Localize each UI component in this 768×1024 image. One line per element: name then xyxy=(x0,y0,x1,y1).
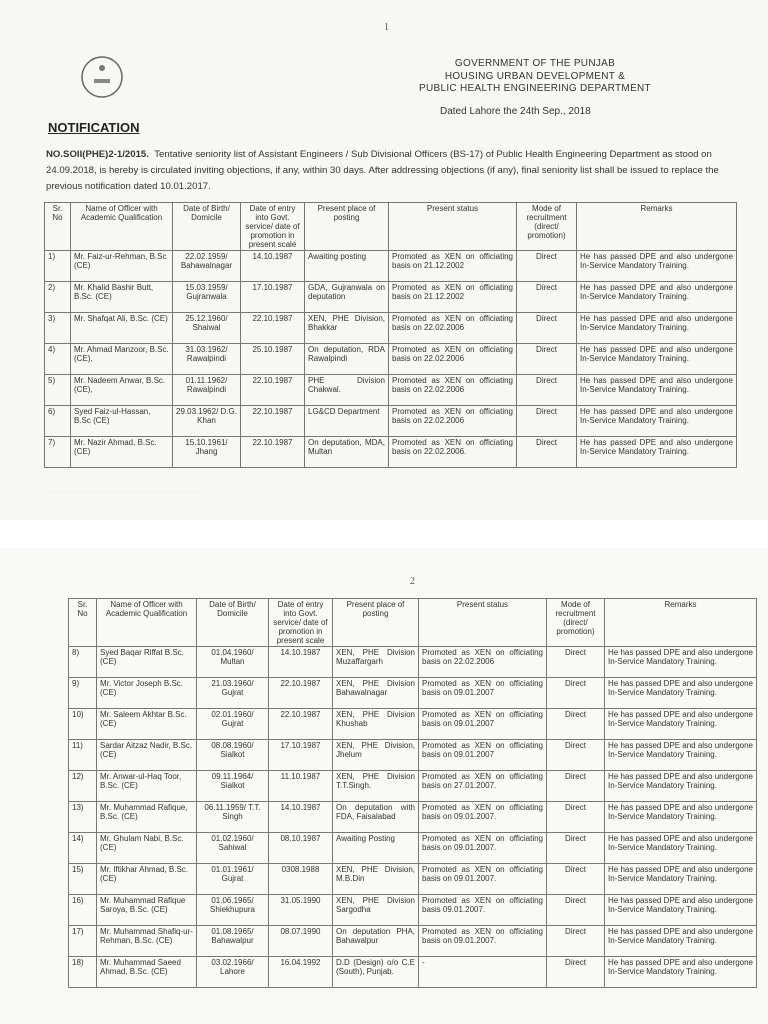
recruitment-mode-cell: Direct xyxy=(517,282,577,313)
table-row xyxy=(45,251,737,282)
page-gap xyxy=(0,520,768,548)
dob-domicile-cell: 15.03.1959/ Gujranwala xyxy=(173,282,241,313)
serial-number-cell: 11) xyxy=(69,740,97,771)
remarks-cell: He has passed DPE and also undergone In-Service Mandatory Training. xyxy=(605,833,757,864)
status-cell: Promoted as XEN on officiating basis on 22.02.2006 xyxy=(389,313,517,344)
remarks-cell: He has passed DPE and also undergone In-Service Mandatory Training. xyxy=(577,344,737,375)
serial-number-cell: 3) xyxy=(45,313,71,344)
table-header-row xyxy=(69,599,757,647)
table-row xyxy=(69,895,757,926)
officer-name-cell: Mr. Shafqat Ali, B.Sc. (CE) xyxy=(71,313,173,344)
entry-date-cell: 22.10.1987 xyxy=(241,313,305,344)
serial-number-cell: 17) xyxy=(69,926,97,957)
table-row xyxy=(69,709,757,740)
status-cell: Promoted as XEN on officiating basis on 09.01.2007 xyxy=(419,740,547,771)
remarks-cell: He has passed DPE and also undergone In-Service Mandatory Training. xyxy=(605,771,757,802)
entry-date-cell: 22.10.1987 xyxy=(269,709,333,740)
dob-domicile-cell: 06.11.1959/ T.T. Singh xyxy=(197,802,269,833)
status-cell: Promoted as XEN on officiating basis on 09.01.2007. xyxy=(419,802,547,833)
column-header: Present status xyxy=(419,599,547,647)
recruitment-mode-cell: Direct xyxy=(547,864,605,895)
remarks-cell: He has passed DPE and also undergone In-Service Mandatory Training. xyxy=(605,802,757,833)
officer-name-cell: Mr. Khalid Bashir Butt, B.Sc. (CE) xyxy=(71,282,173,313)
remarks-cell: He has passed DPE and also undergone In-Service Mandatory Training. xyxy=(577,282,737,313)
table-row xyxy=(69,833,757,864)
posting-cell: On deputation, RDA Rawalpindi xyxy=(305,344,389,375)
table-row xyxy=(45,375,737,406)
remarks-cell: He has passed DPE and also undergone In-Service Mandatory Training. xyxy=(605,864,757,895)
status-cell: Promoted as XEN on officiating basis on 09.01.2007 xyxy=(419,709,547,740)
status-cell: Promoted as XEN on officiating basis on 21.12.2002 xyxy=(389,282,517,313)
dob-domicile-cell: 21.03.1960/ Gujrat xyxy=(197,678,269,709)
posting-cell: GDA, Gujranwala on deputation xyxy=(305,282,389,313)
table-row xyxy=(69,678,757,709)
remarks-cell: He has passed DPE and also undergone In-Service Mandatory Training. xyxy=(605,740,757,771)
recruitment-mode-cell: Direct xyxy=(547,895,605,926)
dob-domicile-cell: 01.06.1965/ Shiekhupura xyxy=(197,895,269,926)
officer-name-cell: Mr. Nazir Ahmad, B.Sc. (CE) xyxy=(71,437,173,468)
recruitment-mode-cell: Direct xyxy=(517,437,577,468)
recruitment-mode-cell: Direct xyxy=(547,957,605,988)
entry-date-cell: 08.10.1987 xyxy=(269,833,333,864)
posting-cell: Awaiting posting xyxy=(305,251,389,282)
table-row xyxy=(69,864,757,895)
dob-domicile-cell: 09.11.1964/ Sialkot xyxy=(197,771,269,802)
reference-number: NO.SOII(PHE)2-1/2015. xyxy=(46,149,149,160)
dob-domicile-cell: 08.08.1960/ Sialkot xyxy=(197,740,269,771)
officer-name-cell: Mr. Nadeem Anwar, B.Sc. (CE), xyxy=(71,375,173,406)
serial-number-cell: 8) xyxy=(69,647,97,678)
column-header: Sr. No xyxy=(45,203,71,251)
entry-date-cell: 11.10.1987 xyxy=(269,771,333,802)
officer-name-cell: Mr. Saleem Akhtar B.Sc. (CE) xyxy=(97,709,197,740)
remarks-cell: He has passed DPE and also undergone In-Service Mandatory Training. xyxy=(577,437,737,468)
entry-date-cell: 17.10.1987 xyxy=(269,740,333,771)
status-cell: Promoted as XEN on officiating basis on 22.02.2006 xyxy=(389,375,517,406)
dob-domicile-cell: 22.02.1959/ Bahawalnagar xyxy=(173,251,241,282)
dob-domicile-cell: 01.11.1962/ Rawalpindi xyxy=(173,375,241,406)
serial-number-cell: 5) xyxy=(45,375,71,406)
status-cell: Promoted as XEN on officiating basis on 22.02.2006 xyxy=(389,344,517,375)
table-row xyxy=(45,344,737,375)
recruitment-mode-cell: Direct xyxy=(547,771,605,802)
recruitment-mode-cell: Direct xyxy=(517,375,577,406)
officer-name-cell: Syed Baqar Riffat B.Sc. (CE) xyxy=(97,647,197,678)
officer-name-cell: Mr. Muhammad Shafiq-ur-Rehman, B.Sc. (CE) xyxy=(97,926,197,957)
status-cell: Promoted as XEN on officiating basis on 09.01.2007. xyxy=(419,864,547,895)
dob-domicile-cell: 03.02.1966/ Lahore xyxy=(197,957,269,988)
recruitment-mode-cell: Direct xyxy=(517,251,577,282)
remarks-cell: He has passed DPE and also undergone In-Service Mandatory Training. xyxy=(605,926,757,957)
column-header: Date of Birth/ Domicile xyxy=(197,599,269,647)
table-row xyxy=(45,437,737,468)
posting-cell: XEN, PHE Division, Bhakkar xyxy=(305,313,389,344)
entry-date-cell: 14.10.1987 xyxy=(269,802,333,833)
column-header: Date of entry into Govt. service/ date of promotion in present scale xyxy=(269,599,333,647)
footnote-faint: · · · · · · · · · · · · · · · · · · · · · · · · · · · · · · · · · · · · · · · · · · · · · · · · · · · · · · · · xyxy=(46,489,204,494)
body-paragraph: Tentative seniority list of Assistant Engineers / Sub Divisional Officers (BS-17) of Public Health Engineering Department as stood on 24.09.2018, is hereby is circulated inviting objections, if any, within 30 days. After addressing objections (if any), final seniority list shall be issued to replace the previous notification dated 10.01.2017. xyxy=(46,149,719,192)
entry-date-cell: 17.10.1987 xyxy=(241,282,305,313)
entry-date-cell: 31.05.1990 xyxy=(269,895,333,926)
entry-date-cell: 22.10.1987 xyxy=(269,678,333,709)
entry-date-cell: 14.10.1987 xyxy=(269,647,333,678)
serial-number-cell: 12) xyxy=(69,771,97,802)
recruitment-mode-cell: Direct xyxy=(547,833,605,864)
dob-domicile-cell: 31.03.1962/ Rawalpindi xyxy=(173,344,241,375)
serial-number-cell: 10) xyxy=(69,709,97,740)
posting-cell: On deputation with FDA, Faisalabad xyxy=(333,802,419,833)
header-line-2: HOUSING URBAN DEVELOPMENT & xyxy=(444,71,626,82)
recruitment-mode-cell: Direct xyxy=(547,678,605,709)
table-row xyxy=(45,313,737,344)
posting-cell: PHE Division Chakwal. xyxy=(305,375,389,406)
status-cell: Promoted as XEN on officiating basis on 09.01.2007. xyxy=(419,926,547,957)
remarks-cell: He has passed DPE and also undergone In-Service Mandatory Training. xyxy=(605,957,757,988)
seniority-table-1 xyxy=(44,202,737,468)
recruitment-mode-cell: Direct xyxy=(517,406,577,437)
officer-name-cell: Mr. Faiz-ur-Rehman, B.Sc (CE) xyxy=(71,251,173,282)
recruitment-mode-cell: Direct xyxy=(547,647,605,678)
officer-name-cell: Mr. Ghulam Nabi, B.Sc. (CE) xyxy=(97,833,197,864)
serial-number-cell: 1) xyxy=(45,251,71,282)
page-number: 1 xyxy=(384,22,389,33)
column-header: Sr. No xyxy=(69,599,97,647)
dob-domicile-cell: 01.08.1965/ Bahawalpur xyxy=(197,926,269,957)
dob-domicile-cell: 15.10.1961/ Jhang xyxy=(173,437,241,468)
column-header: Date of entry into Govt. service/ date of promotion in present scale xyxy=(241,203,305,251)
remarks-cell: He has passed DPE and also undergone In-Service Mandatory Training. xyxy=(577,375,737,406)
column-header: Name of Officer with Academic Qualification xyxy=(71,203,173,251)
table-row xyxy=(69,771,757,802)
dob-domicile-cell: 02.01.1960/ Gujrat xyxy=(197,709,269,740)
officer-name-cell: Sardar Aitzaz Nadir, B.Sc. (CE) xyxy=(97,740,197,771)
dob-domicile-cell: 01.02.1960/ Sahiwal xyxy=(197,833,269,864)
posting-cell: XEN, PHE Division Bahawalnagar xyxy=(333,678,419,709)
dated-line: Dated Lahore the 24th Sep., 2018 xyxy=(440,106,591,117)
seniority-table-2 xyxy=(68,598,757,988)
table-row xyxy=(45,282,737,313)
entry-date-cell: 25.10.1987 xyxy=(241,344,305,375)
entry-date-cell: 22.10.1987 xyxy=(241,437,305,468)
entry-date-cell: 0308.1988 xyxy=(269,864,333,895)
remarks-cell: He has passed DPE and also undergone In-Service Mandatory Training. xyxy=(577,313,737,344)
notification-title: NOTIFICATION xyxy=(48,120,140,135)
table-row xyxy=(69,957,757,988)
officer-name-cell: Syed Faiz-ul-Hassan, B.Sc (CE) xyxy=(71,406,173,437)
serial-number-cell: 2) xyxy=(45,282,71,313)
table-row xyxy=(69,740,757,771)
officer-name-cell: Mr. Victor Joseph B.Sc. (CE) xyxy=(97,678,197,709)
posting-cell: Awaiting Posting xyxy=(333,833,419,864)
posting-cell: D.D (Design) o/o C.E (South), Punjab. xyxy=(333,957,419,988)
posting-cell: XEN, PHE Division Sargodha xyxy=(333,895,419,926)
posting-cell: XEN, PHE Division Khushab xyxy=(333,709,419,740)
posting-cell: XEN, PHE Division T.T.Singh. xyxy=(333,771,419,802)
status-cell: Promoted as XEN on officiating basis 09.01.2007. xyxy=(419,895,547,926)
serial-number-cell: 16) xyxy=(69,895,97,926)
serial-number-cell: 13) xyxy=(69,802,97,833)
posting-cell: XEN, PHE Division, M.B.Din xyxy=(333,864,419,895)
entry-date-cell: 22.10.1987 xyxy=(241,406,305,437)
dob-domicile-cell: 25.12.1960/ Shaiwal xyxy=(173,313,241,344)
serial-number-cell: 7) xyxy=(45,437,71,468)
recruitment-mode-cell: Direct xyxy=(547,709,605,740)
officer-name-cell: Mr. Muhammad Rafique, B.Sc. (CE) xyxy=(97,802,197,833)
recruitment-mode-cell: Direct xyxy=(547,740,605,771)
posting-cell: XEN, PHE Division, Jhelum xyxy=(333,740,419,771)
table-row xyxy=(69,802,757,833)
table-row xyxy=(69,647,757,678)
serial-number-cell: 14) xyxy=(69,833,97,864)
posting-cell: On deputation, MDA, Multan xyxy=(305,437,389,468)
officer-name-cell: Mr. Anwar-ul-Haq Toor, B.Sc. (CE) xyxy=(97,771,197,802)
status-cell: Promoted as XEN on officiating basis on 09.01.2007 xyxy=(419,678,547,709)
officer-name-cell: Mr. Muhammad Saeed Ahmad, B.Sc. (CE) xyxy=(97,957,197,988)
posting-cell: XEN, PHE Division Muzaffargarh xyxy=(333,647,419,678)
header-line-1: GOVERNMENT OF THE PUNJAB xyxy=(454,58,616,69)
column-header: Remarks xyxy=(605,599,757,647)
recruitment-mode-cell: Direct xyxy=(547,802,605,833)
table-row xyxy=(69,926,757,957)
column-header: Mode of recruitment (direct/ promotion) xyxy=(547,599,605,647)
officer-name-cell: Mr. Muhammad Rafique Saroya, B.Sc. (CE) xyxy=(97,895,197,926)
status-cell: - xyxy=(419,957,547,988)
remarks-cell: He has passed DPE and also undergone In-Service Mandatory Training. xyxy=(577,251,737,282)
remarks-cell: He has passed DPE and also undergone In-Service Mandatory Training. xyxy=(605,647,757,678)
remarks-cell: He has passed DPE and also undergone In-Service Mandatory Training. xyxy=(605,895,757,926)
page-two xyxy=(0,548,768,1024)
column-header: Mode of recruitment (direct/ promotion) xyxy=(517,203,577,251)
serial-number-cell: 18) xyxy=(69,957,97,988)
recruitment-mode-cell: Direct xyxy=(547,926,605,957)
column-header: Present place of posting xyxy=(305,203,389,251)
status-cell: Promoted as XEN on officiating basis on 22.02.2006. xyxy=(389,437,517,468)
column-header: Name of Officer with Academic Qualification xyxy=(97,599,197,647)
status-cell: Promoted as XEN on officiating basis on 27.01.2007. xyxy=(419,771,547,802)
remarks-cell: He has passed DPE and also undergone In-Service Mandatory Training. xyxy=(605,709,757,740)
officer-name-cell: Mr. Iftikhar Ahmad, B.Sc. (CE) xyxy=(97,864,197,895)
column-header: Date of Birth/ Domicile xyxy=(173,203,241,251)
serial-number-cell: 4) xyxy=(45,344,71,375)
remarks-cell: He has passed DPE and also undergone In-Service Mandatory Training. xyxy=(577,406,737,437)
status-cell: Promoted as XEN on officiating basis on 09.01.2007. xyxy=(419,833,547,864)
page-number: 2 xyxy=(410,576,415,587)
notification-body xyxy=(46,147,736,195)
serial-number-cell: 9) xyxy=(69,678,97,709)
serial-number-cell: 15) xyxy=(69,864,97,895)
header-line-3: PUBLIC HEALTH ENGINEERING DEPARTMENT xyxy=(419,83,651,94)
remarks-cell: He has passed DPE and also undergone In-Service Mandatory Training. xyxy=(605,678,757,709)
entry-date-cell: 14.10.1987 xyxy=(241,251,305,282)
posting-cell: On deputation PHA, Bahawalpur xyxy=(333,926,419,957)
dob-domicile-cell: 29.03.1962/ D.G. Khan xyxy=(173,406,241,437)
column-header: Present place of posting xyxy=(333,599,419,647)
serial-number-cell: 6) xyxy=(45,406,71,437)
posting-cell: LG&CD Department xyxy=(305,406,389,437)
dob-domicile-cell: 01.01.1961/ Gujrat xyxy=(197,864,269,895)
dob-domicile-cell: 01.04.1960/ Multan xyxy=(197,647,269,678)
status-cell: Promoted as XEN on officiating basis on 22.02.2006 xyxy=(389,406,517,437)
entry-date-cell: 08.07.1990 xyxy=(269,926,333,957)
officer-name-cell: Mr. Ahmad Manzoor, B.Sc. (CE), xyxy=(71,344,173,375)
recruitment-mode-cell: Direct xyxy=(517,313,577,344)
punjab-government-logo-icon xyxy=(80,55,124,99)
table-row xyxy=(45,406,737,437)
entry-date-cell: 16.04.1992 xyxy=(269,957,333,988)
entry-date-cell: 22.10.1987 xyxy=(241,375,305,406)
column-header: Present status xyxy=(389,203,517,251)
recruitment-mode-cell: Direct xyxy=(517,344,577,375)
column-header: Remarks xyxy=(577,203,737,251)
table-header-row xyxy=(45,203,737,251)
status-cell: Promoted as XEN on officiating basis on 21.12.2002 xyxy=(389,251,517,282)
status-cell: Promoted as XEN on officiating basis on 22.02.2006 xyxy=(419,647,547,678)
